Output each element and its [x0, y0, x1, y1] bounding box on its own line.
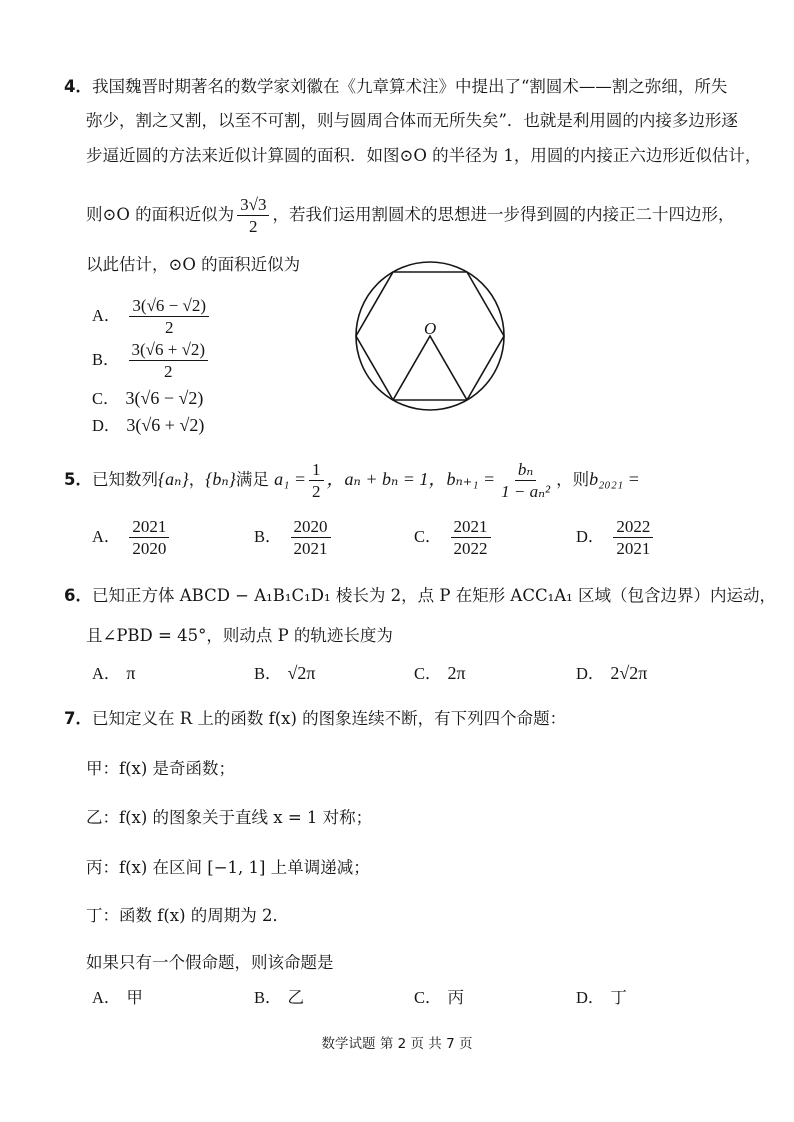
- q5-option-a[interactable]: A． $\frac{2021}{2020}$: [92, 515, 172, 559]
- q6-option-d[interactable]: D． 2√2π: [576, 663, 648, 683]
- q5-number: 5．: [64, 470, 92, 489]
- q4-line-4: 则⊙O 的面积近似为 $\frac{3√3}{2}$ ，若我们运用割圆术的思想进一步得到圆的内接正二十四边形，: [86, 195, 735, 236]
- q4-line-1: 4．我国魏晋时期著名的数学家刘徽在《九章算术注》中提出了“割圆术——割之弥细，所失: [64, 77, 728, 96]
- q7-number: 7．: [64, 709, 92, 728]
- q4-line-5: 以此估计，⊙O 的面积近似为: [86, 255, 301, 274]
- q7-stem: 7．已知定义在 R 上的函数 f(x) 的图象连续不断，有下列四个命题：: [64, 709, 567, 728]
- q6-number: 6．: [64, 586, 92, 605]
- q7-proposition-ding: 丁：函数 f(x) 的周期为 2．: [86, 906, 290, 925]
- q7-question: 如果只有一个假命题，则该命题是: [86, 953, 334, 972]
- q4-option-d[interactable]: D． 3(√6 + √2): [92, 415, 205, 435]
- q5-option-d[interactable]: D． $\frac{2022}{2021}$: [576, 515, 656, 559]
- q4-line-2: 弥少，割之又割，以至不可割，则与圆周合体而无所失矣”．也就是利用圆的内接多边形逐: [86, 111, 738, 130]
- q5-option-b[interactable]: B． $\frac{2020}{2021}$: [254, 515, 334, 559]
- q4-option-a[interactable]: A． $\frac{3(√6 - √2)}{2}$: [92, 294, 212, 338]
- q7-proposition-bing: 丙：f(x) 在区间 [−1, 1] 上单调递减；: [86, 858, 370, 877]
- q4-line-3: 步逼近圆的方法来近似计算圆的面积．如图⊙O 的半径为 1，用圆的内接正六边形近似估计，: [86, 146, 762, 165]
- q7-proposition-yi: 乙：f(x) 的图象关于直线 x = 1 对称；: [86, 808, 373, 827]
- q4-hexagon-figure: [352, 258, 508, 414]
- center-label-o: O: [424, 319, 437, 338]
- q6-option-b[interactable]: B． √2π: [254, 663, 316, 683]
- q4-number: 4．: [64, 77, 92, 96]
- q4-option-b[interactable]: B． $\frac{3(√6 + √2)}{2}$: [92, 338, 211, 382]
- q4-option-c[interactable]: C． 3(√6 − √2): [92, 388, 204, 408]
- page-footer: 数学试题 第 2 页 共 7 页: [321, 1036, 473, 1052]
- center-triangle: [393, 336, 467, 400]
- q5-option-c[interactable]: C． $\frac{2021}{2022}$: [414, 515, 494, 559]
- q6-line-2: 且∠PBD = 45°，则动点 P 的轨迹长度为: [86, 626, 393, 645]
- q7-option-c[interactable]: C． 丙: [414, 988, 465, 1007]
- q7-option-d[interactable]: D． 丁: [576, 988, 627, 1007]
- q7-proposition-jia: 甲：f(x) 是奇函数；: [86, 759, 236, 778]
- q6-option-a[interactable]: A． π: [92, 663, 136, 683]
- q7-option-b[interactable]: B． 乙: [254, 988, 305, 1007]
- q4-hexagon-area-fraction: $\frac{3√3}{2}$: [237, 195, 269, 236]
- q5-stem: 5．已知数列{aₙ}，{bₙ}满足 a₁ = $\frac{1}{2}$ ，aₙ + bₙ = 1，bₙ₊₁ = $\frac{\text{bₙ}}{\text{1 − aₙ²}}$ ，则b₂₀₂₁ =: [64, 460, 640, 501]
- q6-line-1: 6．已知正方体 ABCD − A₁B₁C₁D₁ 棱长为 2，点 P 在矩形 ACC₁A₁ 区域（包含边界）内运动，: [64, 586, 776, 605]
- q7-option-a[interactable]: A． 甲: [92, 988, 143, 1007]
- q6-option-c[interactable]: C． 2π: [414, 663, 466, 683]
